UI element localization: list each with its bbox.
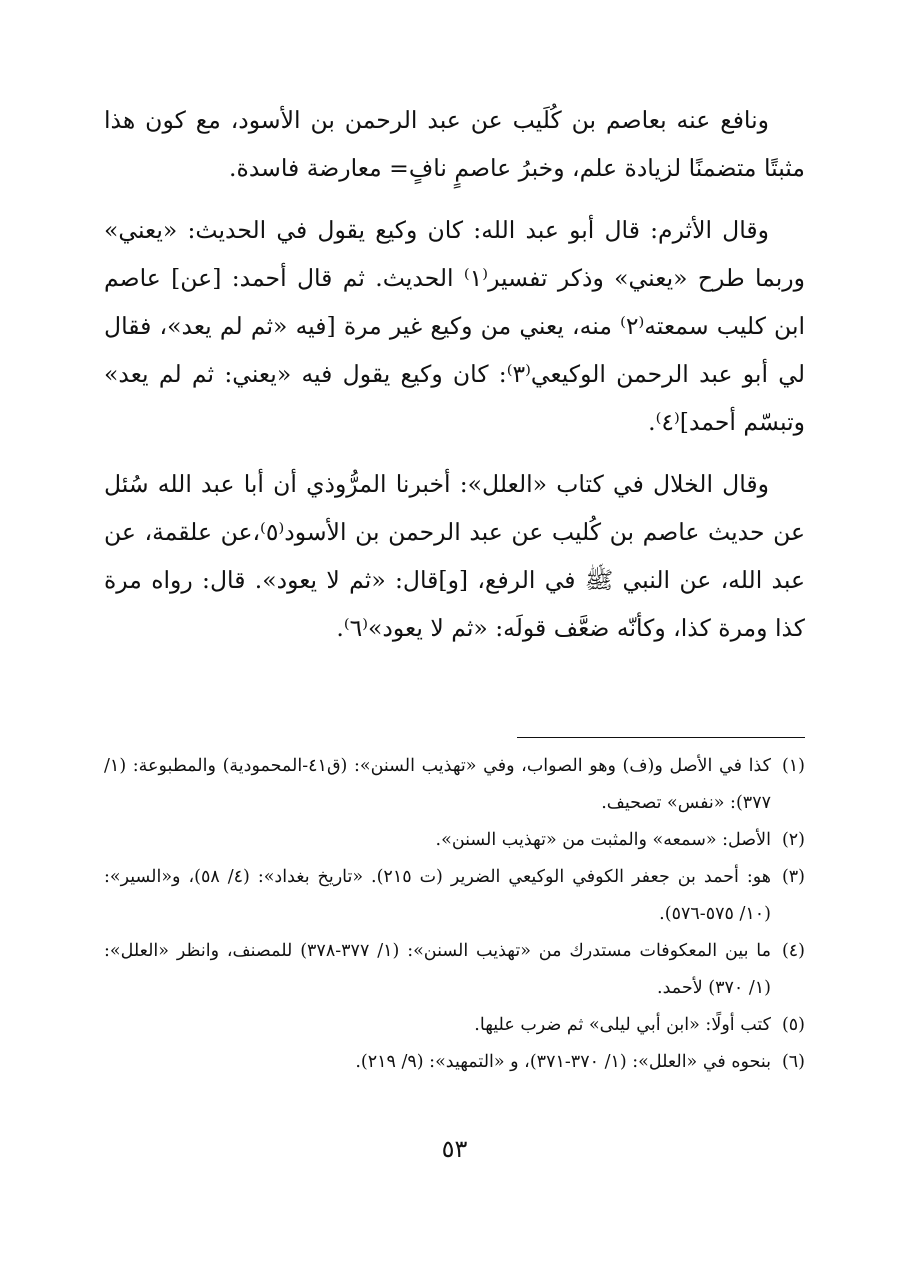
footnote-text: كتب أولًا: «ابن أبي ليلى» ثم ضرب عليها. — [474, 1015, 771, 1035]
paragraph-1: ونافع عنه بعاصم بن كُلَيب عن عبد الرحمن بن الأسود، مع كون هذا مثبتًا متضمنًا لزيادة علم، وخبرُ عاصمٍ نافٍ= معارضة فاسدة. — [104, 106, 805, 182]
footnote-text: ما بين المعكوفات مستدرك من «تهذيب السنن»: (١/ ٣٧٧-٣٧٨) للمصنف، وانظر «العلل»: (١/ ٣٧٠) لأحمد. — [104, 941, 771, 998]
footnote-text: الأصل: «سمعه» والمثبت من «تهذيب السنن». — [435, 830, 771, 850]
footnote-number: (٤) — [781, 941, 805, 961]
footnote-text: كذا في الأصل و(ف) وهو الصواب، وفي «تهذيب السنن»: (ق٤١-المحمودية) والمطبوعة: (١/ ٣٧٧): «نفس» تصحيف. — [104, 756, 771, 813]
footnote-number: (٢) — [781, 830, 805, 850]
footnote-number: (٦) — [781, 1052, 805, 1072]
footnote-1 — [104, 748, 805, 822]
footnotes-section — [104, 748, 805, 1081]
footnote-6 — [104, 1044, 805, 1081]
main-text — [104, 96, 805, 652]
footnote-number: (١) — [781, 756, 805, 776]
footnote-5 — [104, 1007, 805, 1044]
footnote-4 — [104, 933, 805, 1007]
footnote-text: بنحوه في «العلل»: (١/ ٣٧٠-٣٧١)، و «التمهيد»: (٩/ ٢١٩). — [355, 1052, 771, 1072]
footnote-number: (٥) — [781, 1015, 805, 1035]
footnote-2 — [104, 822, 805, 859]
book-page — [104, 96, 805, 1271]
footnote-text: هو: أحمد بن جعفر الكوفي الوكيعي الضرير (ت ٢١٥). «تاريخ بغداد»: (٤/ ٥٨)، و«السير»: (١٠/ ٥٧٥-٥٧٦). — [104, 867, 771, 924]
paragraph-3: وقال الخلال في كتاب «العلل»: أخبرنا المرُّوذي أن أبا عبد الله سُئل عن حديث عاصم بن كُليب عن عبد الرحمن بن الأسود⁽٥⁾،عن علقمة، عن عبد الله، عن النبي ﷺ في الرفع، [و]قال: «ثم لا يعود». قال: رواه مرة كذا ومرة كذا، وكأنّه ضعَّف قولَه: «ثم لا يعود»⁽٦⁾. — [104, 470, 806, 642]
footnote-3 — [104, 859, 805, 933]
footnote-number: (٣) — [781, 867, 805, 887]
footnote-divider — [517, 737, 805, 738]
page-number: ٥٣ — [441, 1135, 468, 1163]
paragraph-2: وقال الأثرم: قال أبو عبد الله: كان وكيع يقول في الحديث: «يعني» وربما طرح «يعني» وذكر تفسير⁽١⁾ الحديث. ثم قال أحمد: [عن] عاصم ابن كليب سمعته⁽٢⁾ منه، يعني من وكيع غير مرة [فيه «ثم لم يعد»، فقال لي أبو عبد الرحمن الوكيعي⁽٣⁾: كان وكيع يقول فيه «يعني: ثم لم يعد» وتبسّم أحمد]⁽٤⁾. — [104, 216, 806, 436]
